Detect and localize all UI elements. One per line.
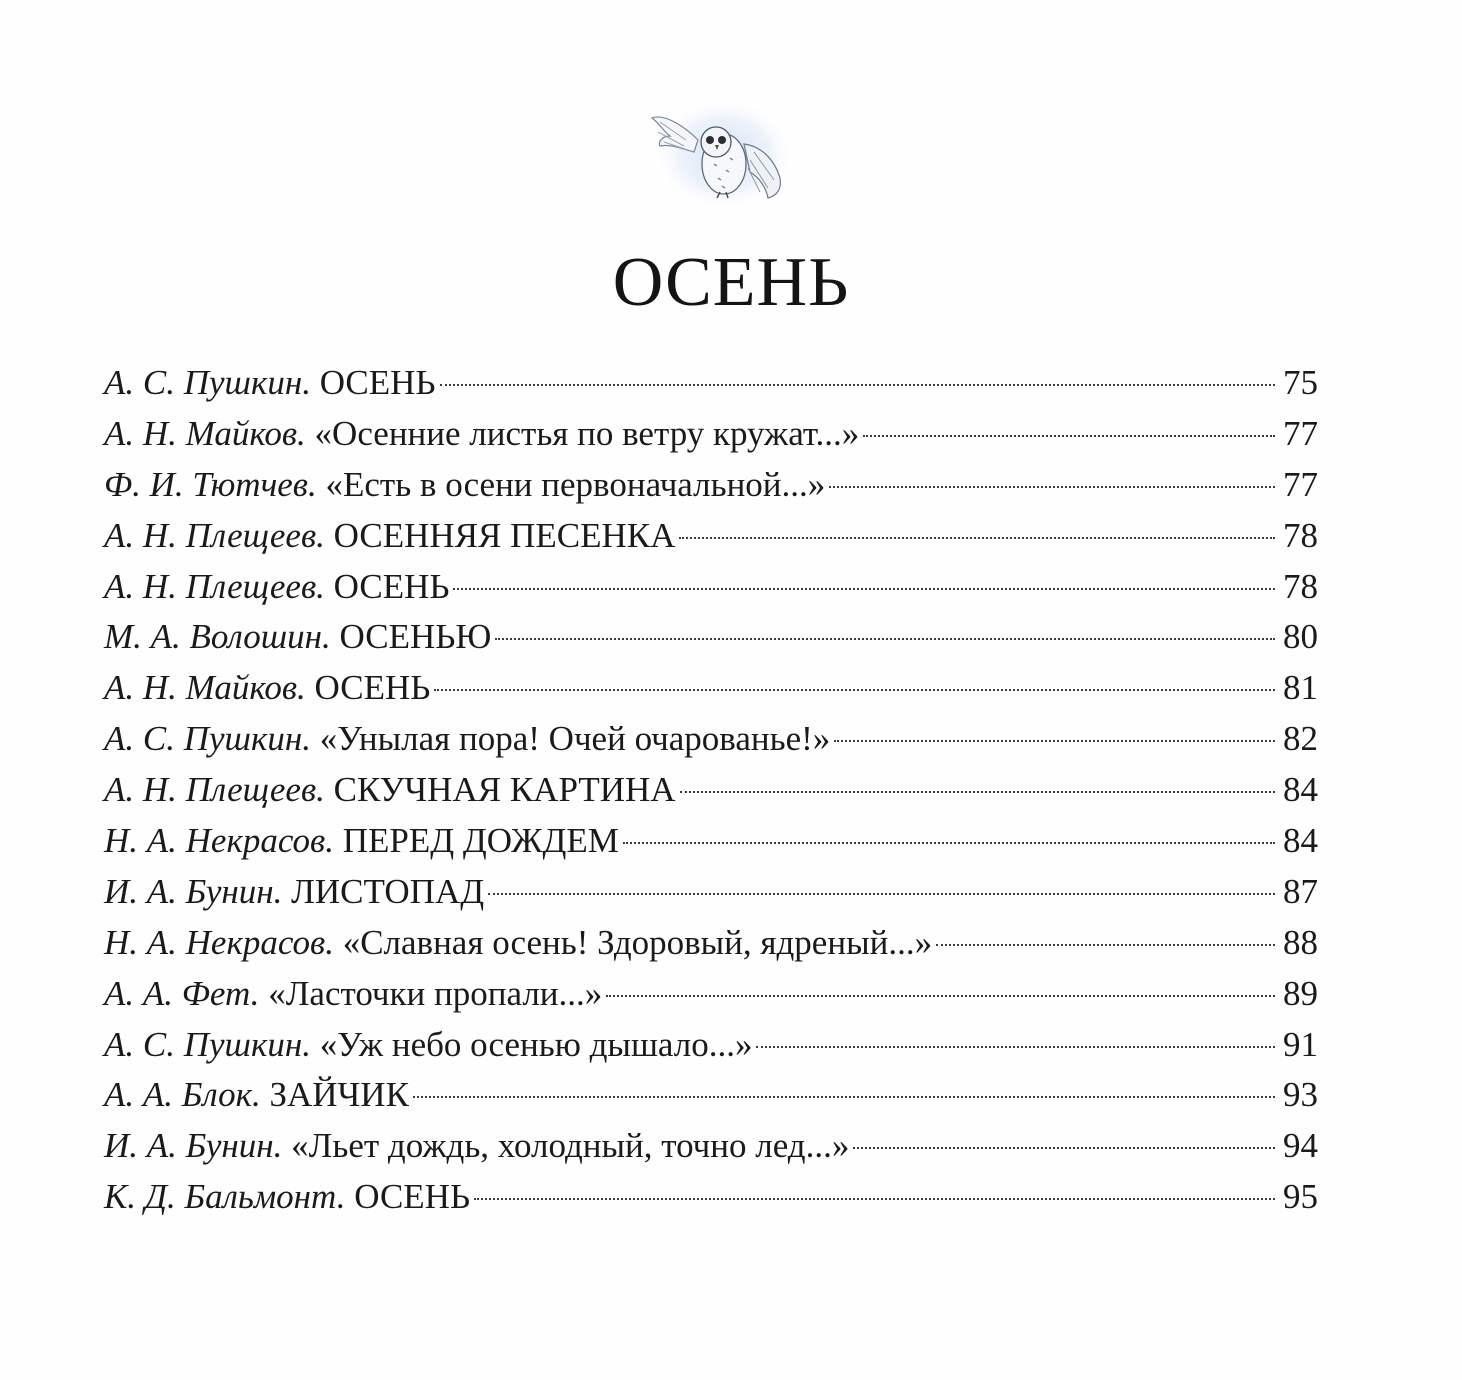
owl-icon xyxy=(640,92,800,222)
toc-work-title: «Ласточки пропали...» xyxy=(268,973,603,1013)
toc-entry xyxy=(104,511,1318,562)
toc-page-number: 75 xyxy=(1283,363,1318,402)
toc-dot-leader xyxy=(440,384,1275,386)
toc-entry xyxy=(104,867,1318,918)
toc-page-number: 89 xyxy=(1283,973,1318,1013)
toc-work-title: ОСЕННЯЯ ПЕСЕНКА xyxy=(333,515,676,555)
toc-page-number: 78 xyxy=(1283,566,1318,606)
toc-work-title: ОСЕНЬ xyxy=(333,566,450,606)
toc-work-title: «Льет дождь, холодный, точно лед...» xyxy=(291,1126,850,1166)
table-of-contents xyxy=(104,358,1318,1223)
toc-entry xyxy=(104,765,1318,816)
toc-work-title: ОСЕНЬ xyxy=(319,363,436,402)
toc-work-title: «Уж небо осенью дышало...» xyxy=(319,1024,753,1064)
toc-work-title: «Есть в осени первоначальной...» xyxy=(325,464,826,504)
toc-work-title: ОСЕНЬ xyxy=(354,1177,471,1217)
toc-dot-leader xyxy=(495,638,1275,640)
toc-page-number: 84 xyxy=(1283,821,1318,861)
toc-page-number: 78 xyxy=(1283,515,1318,555)
toc-dot-leader xyxy=(680,791,1275,793)
toc-author: И. А. Бунин. xyxy=(104,871,283,911)
toc-dot-leader xyxy=(853,1147,1275,1149)
toc-author: М. А. Волошин. xyxy=(104,617,331,657)
toc-work-title: СКУЧНАЯ КАРТИНА xyxy=(333,770,676,810)
toc-entry xyxy=(104,969,1318,1020)
toc-author: А. Н. Плещеев. xyxy=(104,566,325,606)
toc-author: А. Н. Плещеев. xyxy=(104,515,325,555)
toc-entry xyxy=(104,1020,1318,1071)
toc-work-title: ЗАЙЧИК xyxy=(269,1075,409,1115)
toc-page-number: 81 xyxy=(1283,668,1318,708)
toc-author: А. А. Фет. xyxy=(104,973,260,1013)
toc-dot-leader xyxy=(756,1046,1275,1048)
toc-author: А. С. Пушкин. xyxy=(104,719,311,759)
toc-entry xyxy=(104,409,1318,460)
toc-page-number: 93 xyxy=(1283,1075,1318,1115)
toc-page-number: 87 xyxy=(1283,871,1318,911)
toc-entry xyxy=(104,663,1318,714)
toc-dot-leader xyxy=(829,486,1275,488)
toc-page-number: 77 xyxy=(1283,464,1318,504)
toc-author: А. С. Пушкин. xyxy=(104,1024,311,1064)
toc-author: Н. А. Некрасов. xyxy=(104,821,334,861)
toc-entry xyxy=(104,816,1318,867)
toc-entry xyxy=(104,460,1318,511)
toc-dot-leader xyxy=(434,689,1275,691)
toc-dot-leader xyxy=(936,944,1275,946)
toc-dot-leader xyxy=(413,1096,1275,1098)
toc-entry xyxy=(104,612,1318,663)
toc-work-title: «Осенние листья по ветру кружат...» xyxy=(314,413,860,453)
toc-author: И. А. Бунин. xyxy=(104,1126,283,1166)
toc-author: А. Н. Майков. xyxy=(104,413,306,453)
toc-author: А. С. Пушкин. xyxy=(104,363,311,402)
toc-dot-leader xyxy=(453,588,1275,590)
owl-illustration xyxy=(640,92,800,222)
toc-author: А. Н. Плещеев. xyxy=(104,770,325,810)
toc-dot-leader xyxy=(623,842,1275,844)
toc-page-number: 82 xyxy=(1283,719,1318,759)
toc-page-number: 77 xyxy=(1283,413,1318,453)
toc-entry xyxy=(104,714,1318,765)
toc-page-number: 84 xyxy=(1283,770,1318,810)
toc-dot-leader xyxy=(606,995,1275,997)
toc-work-title: ОСЕНЬ xyxy=(314,668,431,708)
toc-entry xyxy=(104,1172,1318,1223)
toc-dot-leader xyxy=(474,1198,1275,1200)
toc-entry xyxy=(104,1070,1318,1121)
toc-author: К. Д. Бальмонт. xyxy=(104,1177,346,1217)
toc-author: А. Н. Майков. xyxy=(104,668,306,708)
toc-page-number: 88 xyxy=(1283,922,1318,962)
toc-author: Н. А. Некрасов. xyxy=(104,922,334,962)
toc-dot-leader xyxy=(863,435,1275,437)
toc-page-number: 80 xyxy=(1283,617,1318,657)
toc-work-title: «Унылая пора! Очей очарованье!» xyxy=(319,719,831,759)
toc-page-number: 95 xyxy=(1283,1177,1318,1217)
toc-author: Ф. И. Тютчев. xyxy=(104,464,317,504)
toc-work-title: ЛИСТОПАД xyxy=(291,871,485,911)
toc-dot-leader xyxy=(834,740,1275,742)
toc-page-number: 91 xyxy=(1283,1024,1318,1064)
toc-entry xyxy=(104,918,1318,969)
toc-author: А. А. Блок. xyxy=(104,1075,261,1115)
section-title: ОСЕНЬ xyxy=(612,244,850,321)
toc-work-title: «Славная осень! Здоровый, ядреный...» xyxy=(342,922,933,962)
toc-page-number: 94 xyxy=(1283,1126,1318,1166)
toc-entry xyxy=(104,358,1318,409)
toc-dot-leader xyxy=(488,893,1275,895)
toc-dot-leader xyxy=(679,537,1275,539)
toc-entry xyxy=(104,1121,1318,1172)
toc-entry xyxy=(104,562,1318,613)
toc-work-title: ОСЕНЬЮ xyxy=(339,617,492,657)
toc-work-title: ПЕРЕД ДОЖДЕМ xyxy=(342,821,619,861)
